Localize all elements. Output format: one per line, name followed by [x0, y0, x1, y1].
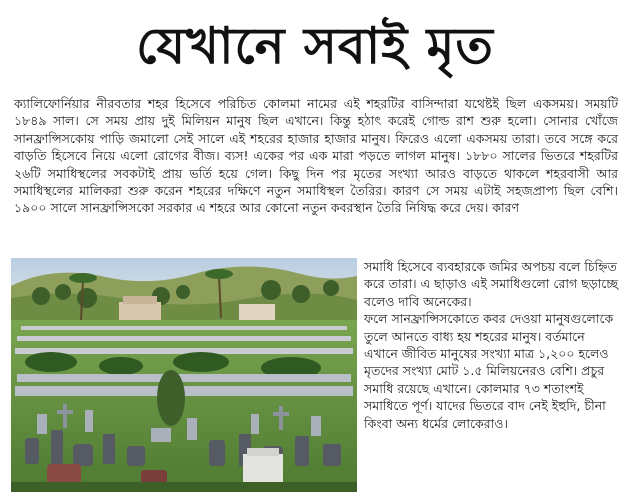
headline: যেখানে সবাই মৃত — [136, 17, 494, 75]
article-body-side — [364, 258, 620, 432]
article-paragraph-side-1: সমাধি হিসেবে ব্যবহারকে জমির অপচয় বলে চিহ্নিত করে তারা। এ ছাড়াও এই সমাধিগুলো রোগ ছড়াচ্ছে বলেও দাবি অনেকের। — [364, 259, 619, 309]
article-paragraph-side-2: ফলে সানফ্রান্সিসকোতে কবর দেওয়া মানুষগুলোকে তুলে আনতে বাধ্য হয় শহরের মানুষ। বর্তমানে এখানে জীবিত মানুষের সংখ্যা মাত্র ১,২০০ হলেও মৃতদের সংখ্যা মোট ১.৫ মিলিয়নেরও বেশি। প্রচুর সমাধি রয়েছে এখানে। কোলমার ৭৩ শতাংশই সমাধিতে পূর্ণ। যাদের ভিতরে বাদ নেই ইহুদি, চীনা কিংবা অন্য ধর্মের লোকেরাও। — [364, 311, 614, 431]
cemetery-photo — [11, 258, 357, 492]
article-body-top — [14, 95, 618, 217]
cemetery-photo-illustration — [11, 258, 357, 492]
article-paragraph-main: ক্যালিফোর্নিয়ার নীরবতার শহর হিসেবে পরিচিত কোলমা নামের এই শহরটির বাসিন্দারা যথেষ্টই ছিল একসময়। সময়টি ১৮৪৯ সাল। সে সময় প্রায় দুই মিলিয়ন মানুষ ছিল এখানে। কিন্তু হঠাৎ করেই গোল্ড রাশ শুরু হলো। সোনার খোঁজে সানফ্রান্সিসকোয় পাড়ি জমালো সেই সালে এই শহরের হাজার হাজার মানুষ। ফিরেও এলো একসময় তারা। তবে সঙ্গে করে বাড়তি হিসেবে নিয়ে এলো রোগের বীজ। ব্যস! একের পর এক মারা পড়তে লাগল মানুষ। ১৮৮০ সালের ভিতরে শহরটির ২৬টি সমাধিস্থলের সবকটাই প্রায় ভর্তি হয়ে গেল। কিছু দিন পর মৃতের সংখ্যা আরও বাড়তে থাকলে শহরবাসী আর সমাধিস্থলের মালিকরা শুরু করেন শহরের দক্ষিণে নতুন সমাধিস্থল তৈরির। কারণ সে সময় এটাই সহজপ্রাপ্য ছিল বেশি। ১৯০০ সালে সানফ্রান্সিসকো সরকার এ শহরে আর কোনো নতুন কবরস্থান তৈরি নিষিদ্ধ করে দেয়। কারণ — [14, 96, 618, 216]
